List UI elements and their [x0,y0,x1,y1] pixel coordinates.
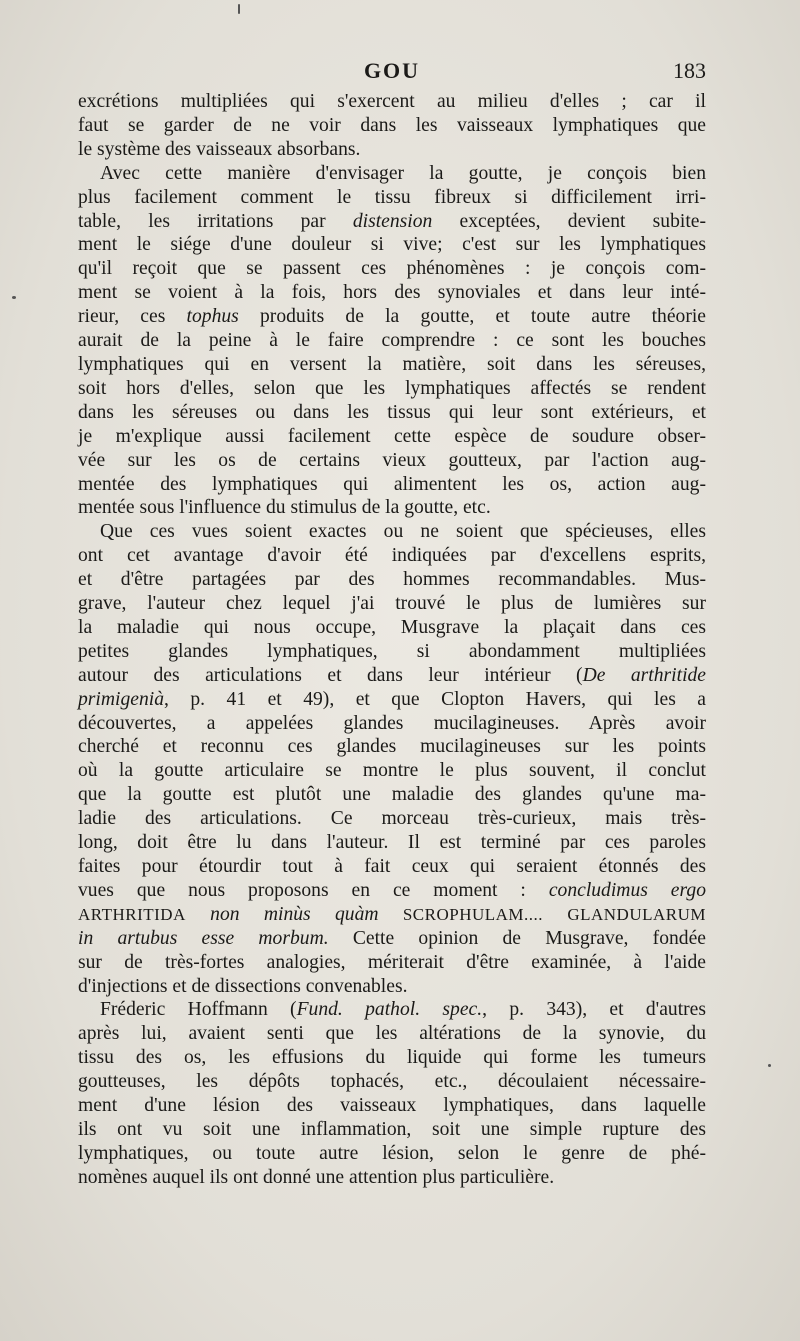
text-line: ils ont vu soit une inflammation, soit une simple rupture des [78,1118,706,1140]
text-line: soit hors d'elles, selon que les lymphatiques affectés se rendent [78,377,706,399]
page-header [78,58,706,88]
italic-phrase: non minùs quàm [210,903,379,925]
text-line: table, les irritations par distension exceptées, devient subite- [78,210,706,232]
page-number: 183 [673,58,706,83]
text-line: mentée des lymphatiques qui alimentent les os, action aug- [78,473,706,495]
print-speck [238,4,240,14]
text-line: qu'il reçoit que se passent ces phénomènes : je conçois com- [78,258,706,280]
text-line: le système des vaisseaux absorbans. [78,138,361,160]
text-line: ment se voient à la fois, hors des synoviales et dans leur inté- [78,282,706,304]
text-line: ment d'une lésion des vaisseaux lymphatiques, dans laquelle [78,1095,706,1117]
italic-phrase: Fund. pathol. spec. [296,999,483,1021]
text-line: dans les séreuses ou dans les tissus qui leur sont extérieurs, et [78,401,706,423]
text-line: tissu des os, les effusions du liquide qui forme les tumeurs [78,1047,706,1069]
text-line: excrétions multipliées qui s'exercent au milieu d'elles ; car il [78,91,706,112]
small-caps-word: ARTHRITIDA [78,904,186,924]
text-line: primigenià, p. 41 et 49), et que Clopton Havers, qui les a [78,688,706,710]
text-line: faites pour étourdir tout à fait ceux qui seraient étonnés des [78,856,706,877]
text-line: mentée sous l'influence du stimulus de la goutte, etc. [78,497,491,519]
italic-phrase: distension [352,210,433,232]
body-text [78,90,706,1190]
text-line: et d'être partagées par des hommes recommandables. Mus- [78,569,706,591]
italic-phrase: in artubus esse morbum. [78,927,329,949]
running-head: GOU [363,58,421,83]
paragraph-start-line: Fréderic Hoffmann (Fund. pathol. spec., p. 343), et d'autres [100,999,706,1021]
text-line: in artubus esse morbum. Cette opinion de Musgrave, fondée [78,927,706,949]
small-caps-word: SCROPHULAM.... [402,904,544,924]
text-line: nomènes auquel ils ont donné une attention plus particulière. [78,1166,555,1188]
text-line: d'injections et de dissections convenables. [78,975,408,997]
text-line: découvertes, a appelées glandes mucilagineuses. Après avoir [78,712,706,734]
text-line: grave, l'auteur chez lequel j'ai trouvé le plus de lumières sur [78,593,706,615]
text-line: aurait de la peine à le faire comprendre : ce sont les bouches [78,330,706,352]
small-caps-word: GLANDULARUM [567,904,707,924]
text-line: faut se garder de ne voir dans les vaisseaux lymphatiques que [78,114,706,136]
text-line: lymphatiques, ou toute autre lésion, selon le genre de phé- [78,1142,706,1164]
print-speck [768,1064,771,1067]
text-line: ment le siége d'une douleur si vive; c'est sur les lymphatiques [78,234,706,256]
text-line: vues que nous proposons en ce moment : concludimus ergo [78,879,706,901]
text-line: rieur, ces tophus produits de la goutte, et toute autre théorie [78,306,707,328]
italic-phrase: concludimus ergo [548,879,706,901]
text-line: je m'explique aussi facilement cette espèce de soudure obser- [78,425,706,447]
print-speck [12,296,16,299]
paragraph-start-line: Avec cette manière d'envisager la goutte, je conçois bien [100,162,706,184]
text-line: vée sur les os de certains vieux goutteux, par l'action aug- [78,449,706,471]
text-line: la maladie qui nous occupe, Musgrave la plaçait dans ces [78,616,706,638]
italic-phrase: De arthritide [582,664,707,686]
text-line: goutteuses, les dépôts tophacés, etc., découlaient nécessaire- [78,1071,706,1093]
italic-phrase: tophus [186,306,239,328]
text-line: où la goutte articulaire se montre le plus souvent, il conclut [78,760,706,782]
text-line: autour des articulations et dans leur intérieur (De arthritide [78,664,707,686]
paragraph-start-line: Que ces vues soient exactes ou ne soient que spécieuses, elles [100,521,706,543]
text-line: ladie des articulations. Ce morceau très-curieux, mais très- [78,808,706,830]
text-line: lymphatiques qui en versent la matière, soit dans les séreuses, [78,353,706,375]
text-line: cherché et reconnu ces glandes mucilagineuses sur les points [78,736,706,758]
text-line: après lui, avaient senti que les altérations de la synovie, du [78,1023,706,1045]
text-line: que la goutte est plutôt une maladie des glandes qu'une ma- [78,784,706,806]
text-line: petites glandes lymphatiques, si abondamment multipliées [78,640,706,662]
text-line: long, doit être lu dans l'auteur. Il est terminé par ces paroles [78,832,706,854]
text-line [78,903,706,927]
italic-phrase: primigenià [78,688,164,710]
text-line: sur de très-fortes analogies, mériterait d'être examinée, à l'aide [78,951,706,973]
text-line: ont cet avantage d'avoir été indiquées par d'excellens esprits, [78,545,706,567]
text-line: plus facilement comment le tissu fibreux si difficilement irri- [78,186,706,208]
